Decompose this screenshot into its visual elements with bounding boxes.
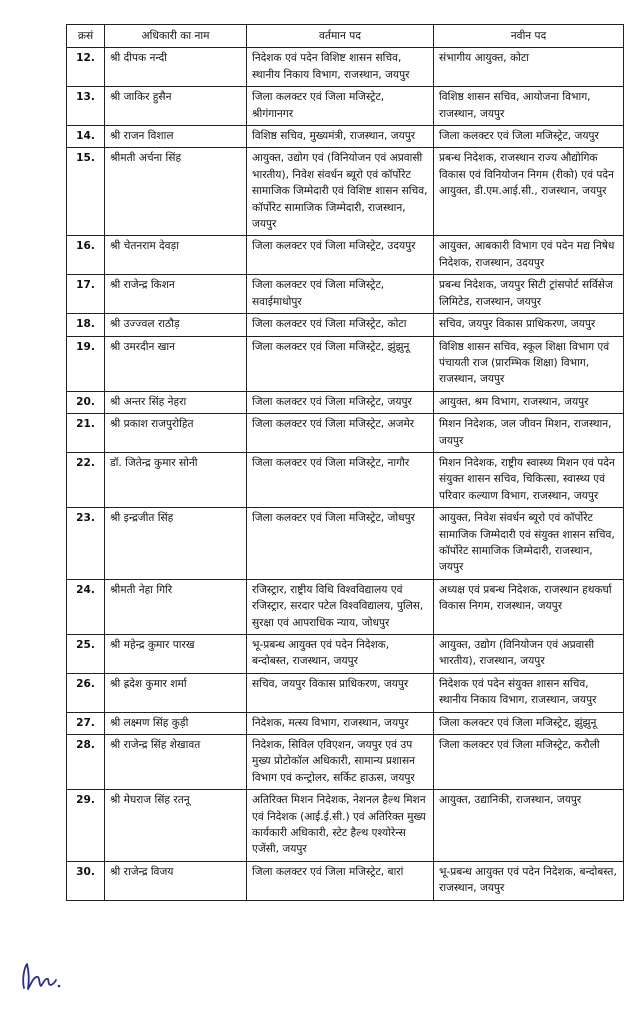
cell-new-post: भू-प्रबन्ध आयुक्त एवं पदेन निदेशक, बन्दोबस्त, राजस्थान, जयपुर: [434, 861, 624, 900]
table-header-row: [67, 25, 624, 48]
cell-current-post: जिला कलक्टर एवं जिला मजिस्ट्रेट, सवाईमाधोपुर: [247, 275, 434, 314]
table-row: [67, 735, 624, 790]
cell-new-post: विशिष्ठ शासन सचिव, आयोजना विभाग, राजस्थान, जयपुर: [434, 87, 624, 126]
cell-officer-name: श्री प्रकाश राजपुरोहित: [105, 414, 247, 453]
cell-current-post: भू-प्रबन्ध आयुक्त एवं पदेन निदेशक, बन्दोबस्त, राजस्थान, जयपुर: [247, 635, 434, 674]
cell-current-post: जिला कलक्टर एवं जिला मजिस्ट्रेट, कोटा: [247, 314, 434, 336]
header-current-post: वर्तमान पद: [247, 25, 434, 48]
cell-serial: 29.: [67, 790, 105, 862]
cell-officer-name: श्री उमरदीन खान: [105, 336, 247, 391]
cell-current-post: विशिष्ठ सचिव, मुख्यमंत्री, राजस्थान, जयपुर: [247, 126, 434, 148]
cell-serial: 16.: [67, 236, 105, 275]
header-officer-name: अधिकारी का नाम: [105, 25, 247, 48]
cell-officer-name: श्री महेन्द्र कुमार पारख: [105, 635, 247, 674]
header-new-post: नवीन पद: [434, 25, 624, 48]
table-row: [67, 579, 624, 634]
cell-officer-name: श्री लक्ष्मण सिंह कुड़ी: [105, 712, 247, 734]
cell-serial: 26.: [67, 673, 105, 712]
cell-serial: 15.: [67, 148, 105, 236]
cell-current-post: निदेशक, मत्स्य विभाग, राजस्थान, जयपुर: [247, 712, 434, 734]
cell-serial: 12.: [67, 48, 105, 87]
cell-current-post: जिला कलक्टर एवं जिला मजिस्ट्रेट, उदयपुर: [247, 236, 434, 275]
cell-current-post: आयुक्त, उद्योग एवं (विनियोजन एवं अप्रवासी भारतीय), निवेश संवर्धन ब्यूरो एवं कॉर्पोरेट सामाजिक जिम्मेदारी एवं विशिष्ट शासन सचिव, कॉर्पोरेट सामाजिक जिम्मेदारी, राजस्थान, जयपुर: [247, 148, 434, 236]
cell-serial: 18.: [67, 314, 105, 336]
table-row: [67, 861, 624, 900]
cell-officer-name: श्री ह्रदेश कुमार शर्मा: [105, 673, 247, 712]
table-row: [67, 126, 624, 148]
cell-new-post: मिशन निदेशक, जल जीवन मिशन, राजस्थान, जयपुर: [434, 414, 624, 453]
cell-current-post: जिला कलक्टर एवं जिला मजिस्ट्रेट, बारां: [247, 861, 434, 900]
cell-officer-name: श्रीमती नेहा गिरि: [105, 579, 247, 634]
table-row: [67, 275, 624, 314]
cell-serial: 17.: [67, 275, 105, 314]
cell-serial: 24.: [67, 579, 105, 634]
cell-serial: 27.: [67, 712, 105, 734]
cell-officer-name: श्री अन्तर सिंह नेहरा: [105, 391, 247, 413]
table-row: [67, 673, 624, 712]
cell-serial: 13.: [67, 87, 105, 126]
cell-officer-name: श्री जाकिर हुसैन: [105, 87, 247, 126]
cell-new-post: विशिष्ठ शासन सचिव, स्कूल शिक्षा विभाग एवं पंचायती राज (प्रारम्भिक शिक्षा) विभाग, राजस्थान, जयपुर: [434, 336, 624, 391]
cell-new-post: आयुक्त, आबकारी विभाग एवं पदेन मद्य निषेध निदेशक, राजस्थान, उदयपुर: [434, 236, 624, 275]
table-row: [67, 790, 624, 862]
cell-current-post: निदेशक एवं पदेन विशिष्ट शासन सचिव, स्थानीय निकाय विभाग, राजस्थान, जयपुर: [247, 48, 434, 87]
cell-new-post: जिला कलक्टर एवं जिला मजिस्ट्रेट, करौली: [434, 735, 624, 790]
table-row: [67, 314, 624, 336]
table-row: [67, 87, 624, 126]
cell-current-post: जिला कलक्टर एवं जिला मजिस्ट्रेट, नागौर: [247, 452, 434, 507]
cell-officer-name: श्री मेघराज सिंह रतनू: [105, 790, 247, 862]
cell-new-post: आयुक्त, उद्योग (विनियोजन एवं अप्रवासी भारतीय), राजस्थान, जयपुर: [434, 635, 624, 674]
cell-new-post: जिला कलक्टर एवं जिला मजिस्ट्रेट, झुंझुनू: [434, 712, 624, 734]
table-row: [67, 635, 624, 674]
transfer-order-table-container: [66, 24, 623, 901]
cell-new-post: संभागीय आयुक्त, कोटा: [434, 48, 624, 87]
table-body: [67, 48, 624, 900]
cell-current-post: सचिव, जयपुर विकास प्राधिकरण, जयपुर: [247, 673, 434, 712]
table-row: [67, 391, 624, 413]
cell-new-post: मिशन निदेशक, राष्ट्रीय स्वास्थ्य मिशन एवं पदेन संयुक्त शासन सचिव, चिकित्सा, स्वास्थ्य एवं परिवार कल्याण विभाग, राजस्थान, जयपुर: [434, 452, 624, 507]
cell-new-post: प्रबन्ध निदेशक, राजस्थान राज्य औद्योगिक विकास एवं विनियोजन निगम (रीको) एवं पदेन आयुक्त, डी.एम.आई.सी., राजस्थान, जयपुर: [434, 148, 624, 236]
cell-serial: 30.: [67, 861, 105, 900]
cell-serial: 14.: [67, 126, 105, 148]
cell-officer-name: श्री दीपक नन्दी: [105, 48, 247, 87]
cell-current-post: जिला कलक्टर एवं जिला मजिस्ट्रेट, अजमेर: [247, 414, 434, 453]
cell-serial: 25.: [67, 635, 105, 674]
cell-new-post: सचिव, जयपुर विकास प्राधिकरण, जयपुर: [434, 314, 624, 336]
cell-officer-name: श्री चेतनराम देवड़ा: [105, 236, 247, 275]
cell-new-post: आयुक्त, निवेश संवर्धन ब्यूरो एवं कॉर्पोरेट सामाजिक जिम्मेदारी एवं संयुक्त शासन सचिव, कॉर्पोरेट सामाजिक जिम्मेदारी, राजस्थान, जयपुर: [434, 508, 624, 580]
table-row: [67, 452, 624, 507]
cell-officer-name: श्री राजन विशाल: [105, 126, 247, 148]
table-row: [67, 508, 624, 580]
transfer-order-table: [66, 24, 624, 901]
table-row: [67, 712, 624, 734]
signature-initials: [18, 958, 62, 994]
cell-current-post: अतिरिक्त मिशन निदेशक, नेशनल हैल्थ मिशन एवं निदेशक (आई.ई.सी.) एवं अतिरिक्त मुख्य कार्यकारी अधिकारी, स्टेट हैल्थ एश्योरेन्स एजेंसी, जयपुर: [247, 790, 434, 862]
header-serial: क्रसं: [67, 25, 105, 48]
cell-new-post: प्रबन्ध निदेशक, जयपुर सिटी ट्रांसपोर्ट सर्विसेज लिमिटेड, राजस्थान, जयपुर: [434, 275, 624, 314]
cell-current-post: रजिस्ट्रार, राष्ट्रीय विधि विश्वविद्यालय एवं रजिस्ट्रार, सरदार पटेल विश्वविद्यालय, पुलिस, सुरक्षा एवं आपराधिक न्याय, जोधपुर: [247, 579, 434, 634]
cell-serial: 20.: [67, 391, 105, 413]
cell-serial: 21.: [67, 414, 105, 453]
cell-current-post: जिला कलक्टर एवं जिला मजिस्ट्रेट, श्रीगंगानगर: [247, 87, 434, 126]
cell-serial: 28.: [67, 735, 105, 790]
cell-new-post: आयुक्त, श्रम विभाग, राजस्थान, जयपुर: [434, 391, 624, 413]
cell-current-post: निदेशक, सिविल एविएशन, जयपुर एवं उप मुख्य प्रोटोकॉल अधिकारी, सामान्य प्रशासन विभाग एवं कन्ट्रोलर, सर्किट हाऊस, जयपुर: [247, 735, 434, 790]
cell-current-post: जिला कलक्टर एवं जिला मजिस्ट्रेट, जोधपुर: [247, 508, 434, 580]
cell-officer-name: श्री राजेन्द्र विजय: [105, 861, 247, 900]
cell-serial: 22.: [67, 452, 105, 507]
cell-new-post: निदेशक एवं पदेन संयुक्त शासन सचिव, स्थानीय निकाय विभाग, राजस्थान, जयपुर: [434, 673, 624, 712]
table-row: [67, 336, 624, 391]
cell-new-post: जिला कलक्टर एवं जिला मजिस्ट्रेट, जयपुर: [434, 126, 624, 148]
cell-officer-name: डॉ. जितेन्द्र कुमार सोनी: [105, 452, 247, 507]
table-row: [67, 236, 624, 275]
table-row: [67, 48, 624, 87]
cell-officer-name: श्री उज्ज्वल राठौड़: [105, 314, 247, 336]
cell-current-post: जिला कलक्टर एवं जिला मजिस्ट्रेट, जयपुर: [247, 391, 434, 413]
table-row: [67, 414, 624, 453]
cell-officer-name: श्री राजेन्द्र सिंह शेखावत: [105, 735, 247, 790]
cell-current-post: जिला कलक्टर एवं जिला मजिस्ट्रेट, झुंझुनू: [247, 336, 434, 391]
cell-new-post: अध्यक्ष एवं प्रबन्ध निदेशक, राजस्थान हथकर्घा विकास निगम, राजस्थान, जयपुर: [434, 579, 624, 634]
table-row: [67, 148, 624, 236]
cell-serial: 19.: [67, 336, 105, 391]
cell-officer-name: श्री राजेन्द्र किशन: [105, 275, 247, 314]
cell-serial: 23.: [67, 508, 105, 580]
cell-officer-name: श्रीमती अर्चना सिंह: [105, 148, 247, 236]
cell-new-post: आयुक्त, उद्यानिकी, राजस्थान, जयपुर: [434, 790, 624, 862]
cell-officer-name: श्री इन्द्रजीत सिंह: [105, 508, 247, 580]
